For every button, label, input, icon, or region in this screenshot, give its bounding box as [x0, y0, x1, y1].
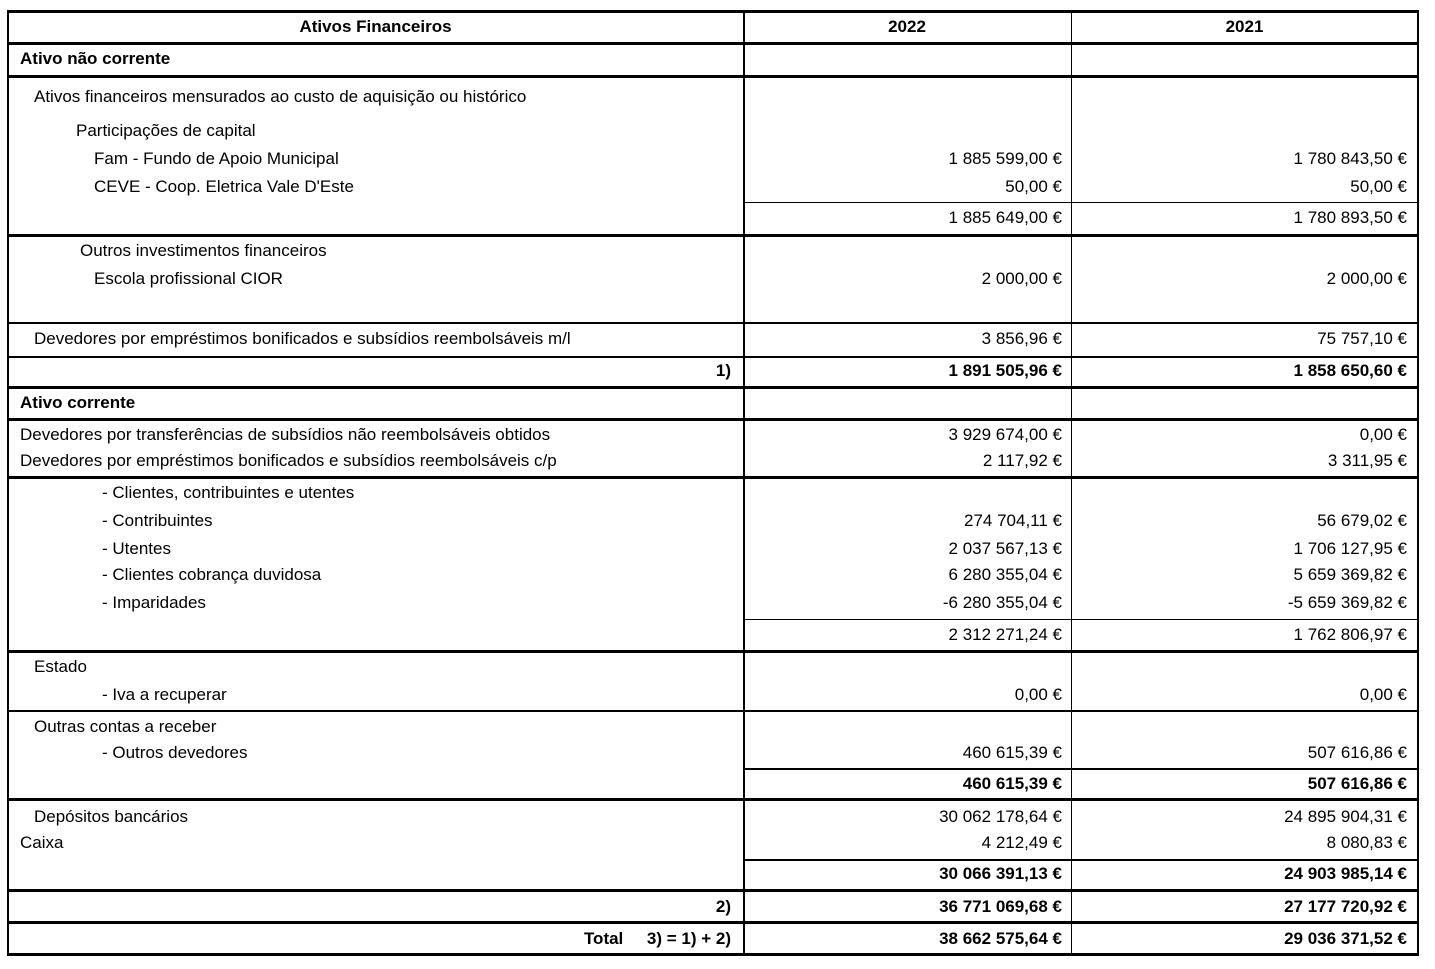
subtotal-caixa-value-2021: 24 903 985,14 € [1284, 864, 1407, 883]
row-iva-value-2022: 0,00 € [1014, 685, 1062, 704]
row-devedores-transferencias-value-2022: 3 929 674,00 € [948, 425, 1062, 444]
row-contribuintes-value-2022: 274 704,11 € [964, 511, 1062, 530]
row-border-7 [8, 418, 1418, 421]
row-utentes-value-2021: 1 706 127,95 € [1293, 539, 1407, 558]
section-ativo-nao-corrente-label: Ativo não corrente [20, 49, 171, 68]
subtotal-participacoes-value-2021: 1 780 893,50 € [1293, 208, 1407, 227]
row-devedores-ml-value-2021: 75 757,10 € [1317, 329, 1407, 348]
label-estado-label: Estado [34, 657, 87, 676]
row-imparidades-value-2022: -6 280 355,04 € [942, 593, 1062, 612]
row-border-14 [8, 953, 1418, 956]
subtotal-border-0 [743, 202, 1418, 203]
row-outros-devedores-label: - Outros devedores [102, 743, 248, 762]
row-imparidades-label: - Imparidades [102, 593, 206, 612]
row-escola-cior-value-2021: 2 000,00 € [1326, 269, 1407, 288]
header-title: Ativos Financeiros [299, 17, 452, 36]
subtotal-outras-contas-value-2022: 460 615,39 € [962, 774, 1062, 793]
total-3-value-2021: 29 036 371,52 € [1284, 929, 1407, 948]
header-year-2022: 2022 [888, 17, 926, 36]
row-depositos-value-2022: 30 062 178,64 € [939, 807, 1062, 826]
row-ceve-value-2021: 50,00 € [1350, 177, 1407, 196]
total-1-value-2021: 1 858 650,60 € [1293, 361, 1407, 380]
row-utentes-label: - Utentes [102, 539, 171, 558]
row-contribuintes-value-2021: 56 679,02 € [1317, 511, 1407, 530]
row-devedores-cp-label: Devedores por empréstimos bonificados e subsídios reembolsáveis c/p [20, 451, 557, 470]
row-devedores-cp-value-2022: 2 117,92 € [982, 451, 1062, 470]
row-depositos-value-2021: 24 895 904,31 € [1284, 807, 1407, 826]
row-caixa-label: Caixa [20, 833, 64, 852]
row-cobranca-duvidosa-value-2021: 5 659 369,82 € [1293, 565, 1407, 584]
row-caixa-value-2022: 4 212,49 € [981, 833, 1062, 852]
row-devedores-ml-label: Devedores por empréstimos bonificados e subsídios reembolsáveis m/l [34, 329, 571, 348]
total-3-value-2022: 38 662 575,64 € [939, 929, 1062, 948]
subtotal-clientes-value-2021: 1 762 806,97 € [1293, 625, 1407, 644]
row-fam-value-2021: 1 780 843,50 € [1293, 149, 1407, 168]
subtotal-border-1 [743, 619, 1418, 620]
row-border-0 [8, 10, 1418, 13]
row-border-8 [8, 476, 1418, 479]
row-devedores-transferencias-value-2021: 0,00 € [1359, 425, 1407, 444]
row-border-11 [8, 798, 1418, 801]
label-clientes-label: - Clientes, contribuintes e utentes [102, 483, 355, 502]
row-caixa-value-2021: 8 080,83 € [1326, 833, 1407, 852]
row-ceve-value-2022: 50,00 € [1005, 177, 1062, 196]
total-2-value-2021: 27 177 720,92 € [1284, 897, 1407, 916]
row-devedores-ml-value-2022: 3 856,96 € [981, 329, 1062, 348]
subtotal-outras-contas-value-2021: 507 616,86 € [1307, 774, 1407, 793]
row-fam-label: Fam - Fundo de Apoio Municipal [94, 149, 339, 168]
border-left [7, 10, 9, 956]
section-ativo-corrente-label: Ativo corrente [20, 393, 136, 412]
row-fam-value-2022: 1 885 599,00 € [948, 149, 1062, 168]
label-outras-contas-label: Outras contas a receber [34, 717, 217, 736]
row-border-3 [8, 234, 1418, 237]
border-right [1417, 10, 1419, 956]
total-1-value-2022: 1 891 505,96 € [948, 361, 1062, 380]
border-col-2022 [743, 10, 745, 956]
row-outros-devedores-value-2022: 460 615,39 € [962, 743, 1062, 762]
row-contribuintes-label: - Contribuintes [102, 511, 213, 530]
row-border-5 [8, 356, 1418, 358]
row-border-4 [8, 322, 1418, 324]
row-border-6 [8, 386, 1418, 389]
subtotal-caixa-value-2022: 30 066 391,13 € [939, 864, 1062, 883]
row-border-10 [8, 710, 1418, 712]
row-border-13 [8, 921, 1418, 924]
row-border-2 [8, 75, 1418, 78]
subtotal-border-2 [743, 768, 1418, 770]
row-imparidades-value-2021: -5 659 369,82 € [1287, 593, 1407, 612]
label-afm-custo-label: Ativos financeiros mensurados ao custo de aquisição ou histórico [34, 87, 527, 106]
row-border-1 [8, 42, 1418, 45]
row-utentes-value-2022: 2 037 567,13 € [948, 539, 1062, 558]
row-escola-cior-value-2022: 2 000,00 € [981, 269, 1062, 288]
row-border-9 [8, 650, 1418, 653]
border-col-2021 [1071, 10, 1072, 956]
label-outros-investimentos-label: Outros investimentos financeiros [80, 241, 327, 260]
label-participacoes-capital-label: Participações de capital [76, 121, 256, 140]
row-escola-cior-label: Escola profissional CIOR [94, 269, 283, 288]
total-2-label: 2) [715, 897, 731, 916]
subtotal-border-3 [743, 859, 1418, 861]
row-ceve-label: CEVE - Coop. Eletrica Vale D'Este [94, 177, 354, 196]
row-outros-devedores-value-2021: 507 616,86 € [1307, 743, 1407, 762]
total-2-value-2022: 36 771 069,68 € [939, 897, 1062, 916]
row-depositos-label: Depósitos bancários [34, 807, 189, 826]
subtotal-clientes-value-2022: 2 312 271,24 € [948, 625, 1062, 644]
header-year-2021: 2021 [1225, 17, 1264, 36]
row-cobranca-duvidosa-value-2022: 6 280 355,04 € [948, 565, 1062, 584]
subtotal-participacoes-value-2022: 1 885 649,00 € [948, 208, 1062, 227]
row-devedores-transferencias-label: Devedores por transferências de subsídios não reembolsáveis obtidos [20, 425, 551, 444]
row-iva-value-2021: 0,00 € [1359, 685, 1407, 704]
total-1-label: 1) [715, 361, 731, 380]
row-iva-label: - Iva a recuperar [102, 685, 227, 704]
row-border-12 [8, 889, 1418, 892]
total-3-label: Total 3) = 1) + 2) [583, 929, 731, 948]
row-devedores-cp-value-2021: 3 311,95 € [1327, 451, 1407, 470]
row-cobranca-duvidosa-label: - Clientes cobrança duvidosa [102, 565, 322, 584]
